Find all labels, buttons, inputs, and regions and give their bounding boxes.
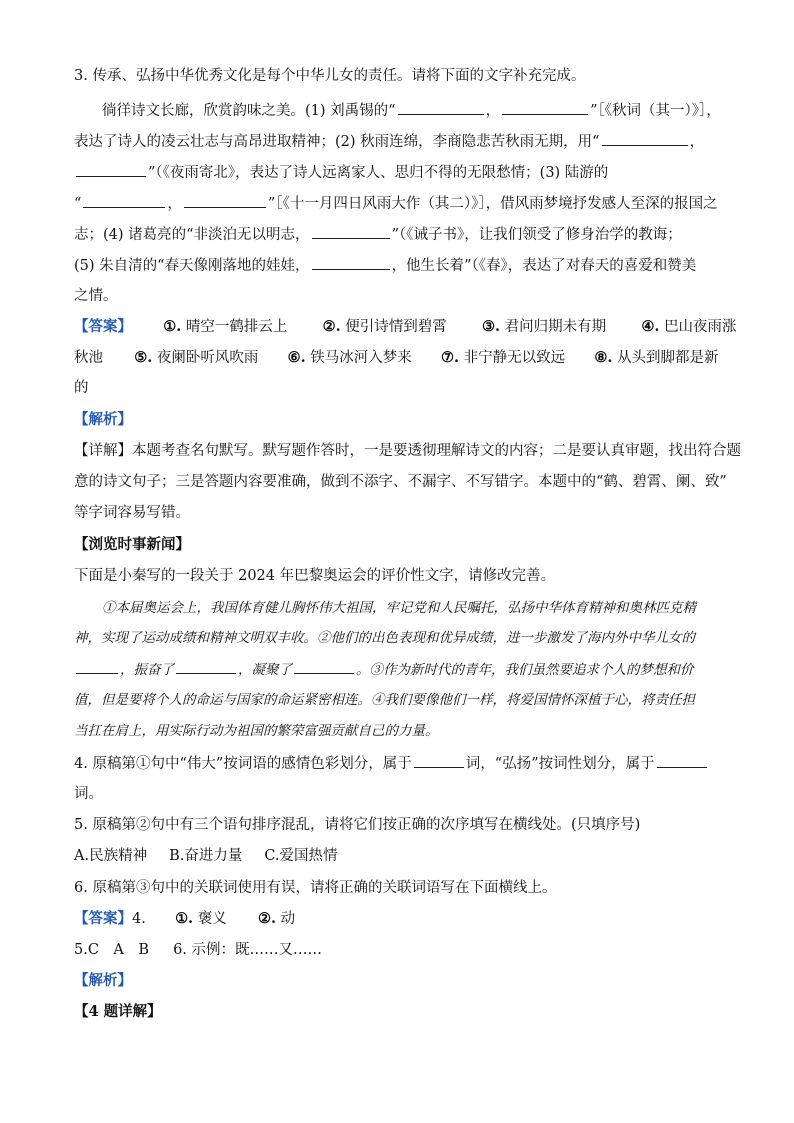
- blank: [312, 224, 390, 239]
- q3-detail-line-1: 【详解】本题考查名句默写。默写题作答时，一是要透彻理解诗文的内容；二是要认真审题，找出符合题: [74, 443, 741, 459]
- q3-line-6: (5) 朱自清的“春天像刚落地的娃娃， ，他生长着”（《春》，表达了对春天的喜爱和赞美: [74, 255, 734, 276]
- q3-line-7: 之情。: [74, 288, 118, 304]
- q3-line-3: ”（《夜雨寄北》，表达了诗人远离家人、思归不得的无限愁情；(3) 陆游的: [74, 162, 734, 183]
- blank: [184, 193, 266, 208]
- question-4-end: 词。: [74, 786, 103, 802]
- answer-label: 【答案】: [74, 318, 132, 335]
- q3-detail-line-3: 等字词容易写错。: [74, 505, 190, 521]
- blank: [602, 131, 688, 146]
- blank: [414, 753, 464, 768]
- answers-2-line-2: 5.C A B 6. 示例：既……又……: [74, 942, 323, 958]
- draft-line-2: 神，实现了运动成绩和精神文明双丰收。②他们的出色表现和优异成绩，进一步激发了海内外中华儿女的: [74, 630, 695, 646]
- q3-line-1: 徜徉诗文长廊，欣赏韵味之美。(1) 刘禹锡的“ ， ”［《秋词（其一）》］，: [102, 100, 762, 121]
- question-5-options: A.民族精神 B.奋进力量 C.爱国热情: [74, 848, 338, 864]
- question-6: 6. 原稿第③句中的关联词使用有误，请将正确的关联词语写在下面横线上。: [74, 880, 557, 896]
- answer-label: 【答案】: [74, 910, 132, 927]
- q3-answers-line-1: 【答案】 ①. 晴空一鹤排云上 ②. 便引诗情到碧霄 ③. 君问归期未有期 ④. 巴山夜雨涨: [74, 318, 737, 335]
- draft-line-4: 值，但是要将个人的命运与国家的命运紧密相连。④我们要像他们一样，将爱国情怀深植于心，将责任担: [74, 692, 695, 708]
- news-intro: 下面是小秦写的一段关于 2024 年巴黎奥运会的评价性文字，请修改完善。: [74, 568, 556, 584]
- detail-4-heading: 【4 题详解】: [74, 1003, 162, 1020]
- blank: [657, 753, 707, 768]
- news-heading: 【浏览时事新闻】: [74, 536, 190, 553]
- blank: [83, 193, 165, 208]
- blank: [294, 659, 354, 674]
- analysis-label-2: 【解析】: [74, 972, 132, 989]
- answers-2-line-1: 【答案】4. ①. 褒义 ②. 动: [74, 910, 296, 927]
- q3-line-5: 志；(4) 诸葛亮的“非淡泊无以明志， ”（《诫子书》，让我们领受了修身治学的教诲；: [74, 224, 734, 245]
- draft-line-3: ，振奋了 ，凝聚了 。③作为新时代的青年，我们虽然要追求个人的梦想和价: [74, 659, 734, 680]
- question-4: 4. 原稿第①句中“伟大”按词语的感情色彩划分，属于 词，“弘扬”按词性划分，属于: [74, 753, 734, 774]
- blank: [176, 659, 236, 674]
- question-5: 5. 原稿第②句中有三个语句排序混乱，请将它们按正确的次序填写在横线处。(只填序号): [74, 817, 641, 833]
- q3-line-4: “ ， ”［《十一月四日风雨大作（其二）》］，借风雨梦境抒发感人至深的报国之: [74, 193, 734, 214]
- question-3-stem: 3. 传承、弘扬中华优秀文化是每个中华儿女的责任。请将下面的文字补充完成。: [74, 68, 586, 84]
- blank: [502, 100, 588, 115]
- q3-line-2: 表达了诗人的凌云壮志与高昂进取精神；(2) 秋雨连绵，李商隐悲苦秋雨无期，用“ ，: [74, 131, 734, 152]
- draft-line-1: ①本届奥运会上，我国体育健儿胸怀伟大祖国，牢记党和人民嘱托，弘扬中华体育精神和奥林匹克精: [102, 600, 696, 616]
- draft-line-5: 当扛在肩上，用实际行动为祖国的繁荣富强贡献自己的力量。: [74, 723, 439, 739]
- analysis-label: 【解析】: [74, 411, 132, 428]
- q3-answers-line-2: 秋池 ⑤. 夜阑卧听风吹雨 ⑥. 铁马冰河入梦来 ⑦. 非宁静无以致远 ⑧. 从头到脚都是新: [74, 349, 719, 366]
- q3-answers-line-3: 的: [74, 380, 89, 396]
- blank: [312, 255, 390, 270]
- blank: [398, 100, 484, 115]
- blank: [76, 659, 118, 674]
- blank: [76, 162, 146, 177]
- q3-detail-line-2: 意的诗文句子；三是答题内容要准确，做到不添字、不漏字、不写错字。本题中的“鹤、碧霄、阑、致”: [74, 474, 727, 490]
